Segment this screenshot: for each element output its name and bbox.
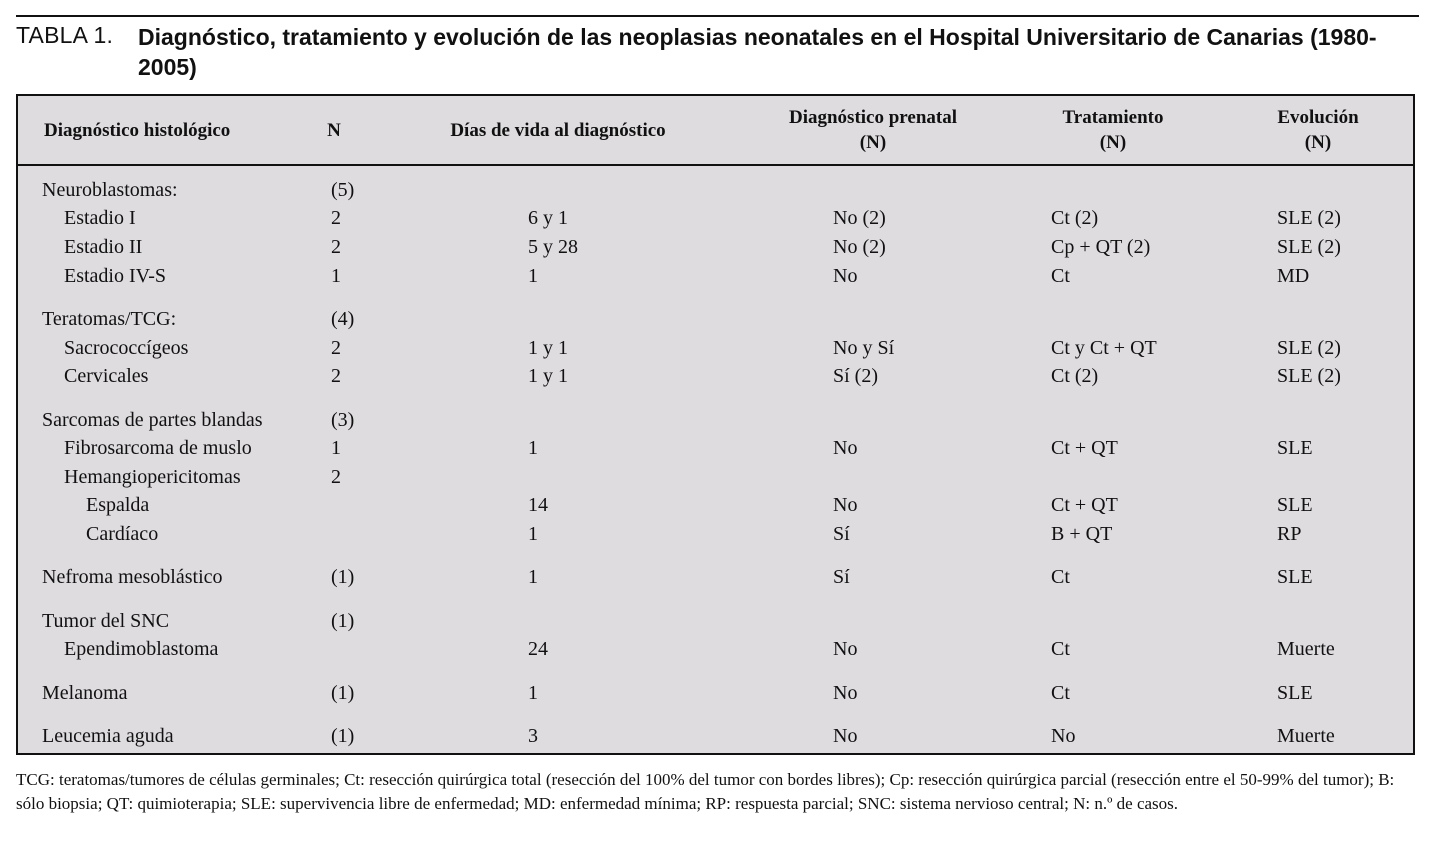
cell-dias: 1 — [528, 523, 538, 545]
cell-prenatal: Sí — [833, 523, 850, 545]
cell-trat: Ct y Ct + QT — [1051, 337, 1157, 359]
cell-dias: 1 — [528, 682, 538, 704]
cell-dias: 1 y 1 — [528, 365, 568, 387]
cell-trat: Ct — [1051, 682, 1070, 704]
cell-n: 2 — [331, 236, 341, 258]
cell-evol: SLE — [1277, 682, 1313, 704]
cell-evol: SLE — [1277, 566, 1313, 588]
cell-prenatal: No (2) — [833, 207, 886, 229]
cell-evol: Muerte — [1277, 725, 1335, 747]
header-prenatal-line1: Diagnóstico prenatal — [788, 107, 957, 128]
cell-prenatal: No — [833, 725, 858, 747]
header-tratamiento-line1: Tratamiento — [1062, 107, 1164, 128]
cell-n: (3) — [331, 409, 355, 431]
top-rule — [16, 15, 1419, 17]
header-evolucion-line2: (N) — [1304, 132, 1332, 153]
cell-prenatal: No (2) — [833, 236, 886, 258]
cell-diagnostico: Fibrosarcoma de muslo — [64, 437, 252, 459]
cell-trat: Ct (2) — [1051, 365, 1099, 387]
cell-n: (1) — [331, 610, 355, 632]
cell-diagnostico: Sarcomas de partes blandas — [42, 409, 263, 431]
cell-dias: 1 y 1 — [528, 337, 568, 359]
header-rule — [18, 164, 1413, 166]
cell-prenatal: Sí — [833, 566, 850, 588]
cell-n: (1) — [331, 725, 355, 747]
header-diagnostico: Diagnóstico histológico — [44, 120, 231, 141]
cell-trat: Ct — [1051, 566, 1070, 588]
cell-diagnostico: Leucemia aguda — [42, 725, 174, 747]
cell-trat: Ct — [1051, 638, 1070, 660]
cell-diagnostico: Ependimoblastoma — [64, 638, 219, 660]
cell-prenatal: No — [833, 265, 858, 287]
cell-diagnostico: Cardíaco — [86, 523, 159, 545]
cell-evol: MD — [1277, 265, 1310, 287]
cell-prenatal: No — [833, 437, 858, 459]
cell-diagnostico: Teratomas/TCG: — [42, 308, 177, 330]
cell-trat: Ct — [1051, 265, 1070, 287]
cell-prenatal: Sí (2) — [833, 365, 878, 387]
cell-n: 2 — [331, 466, 341, 488]
table-title: Diagnóstico, tratamiento y evolución de las neoplasias neonatales en el Hospital Universitario de Canarias (1980-2005) — [138, 24, 1377, 80]
cell-n: 1 — [331, 437, 341, 459]
cell-diagnostico: Tumor del SNC — [42, 610, 170, 632]
cell-diagnostico: Neuroblastomas: — [42, 179, 178, 201]
cell-diagnostico: Nefroma mesoblástico — [42, 566, 223, 588]
header-evolucion-line1: Evolución — [1277, 107, 1359, 128]
cell-trat: No — [1051, 725, 1076, 747]
cell-n: 2 — [331, 207, 341, 229]
cell-evol: RP — [1277, 523, 1302, 545]
cell-n: (1) — [331, 566, 355, 588]
cell-trat: Cp + QT (2) — [1051, 236, 1151, 258]
cell-trat: Ct + QT — [1051, 494, 1118, 516]
cell-evol: SLE (2) — [1277, 337, 1341, 359]
cell-dias: 6 y 1 — [528, 207, 568, 229]
cell-evol: SLE — [1277, 494, 1313, 516]
header-evolucion — [1258, 105, 1378, 155]
cell-n: (1) — [331, 682, 355, 704]
cell-n: 1 — [331, 265, 341, 287]
cell-trat: B + QT — [1051, 523, 1113, 545]
cell-evol: SLE (2) — [1277, 207, 1341, 229]
table-footnote: TCG: teratomas/tumores de células germinales; Ct: resección quirúrgica total (resección del 100% del tumor con bordes libres); Cp: resección quirúrgica parcial (resección entre el 50-99% del tumor); B: sólo biopsia; QT: quimioterapia; SLE: supervivencia libre de enfermedad; MD: enfermedad mínima; RP: respuesta parcial; SNC: sistema nervioso central; N: n.º de casos. — [16, 770, 1395, 813]
cell-diagnostico: Estadio I — [64, 207, 136, 229]
cell-prenatal: No — [833, 638, 858, 660]
cell-dias: 3 — [528, 725, 538, 747]
cell-n: (5) — [331, 179, 355, 201]
header-prenatal-line2: (N) — [859, 132, 887, 153]
cell-diagnostico: Estadio II — [64, 236, 143, 258]
header-n: N — [327, 120, 341, 141]
header-dias: Días de vida al diagnóstico — [450, 120, 666, 141]
cell-diagnostico: Sacrococcígeos — [64, 337, 189, 359]
cell-diagnostico: Cervicales — [64, 365, 149, 387]
cell-dias: 1 — [528, 437, 538, 459]
cell-trat: Ct + QT — [1051, 437, 1118, 459]
cell-n: (4) — [331, 308, 355, 330]
cell-n: 2 — [331, 337, 341, 359]
cell-n: 2 — [331, 365, 341, 387]
cell-dias: 1 — [528, 265, 538, 287]
cell-diagnostico: Espalda — [86, 494, 150, 516]
cell-prenatal: No — [833, 682, 858, 704]
cell-dias: 24 — [528, 638, 548, 660]
header-prenatal — [758, 105, 988, 155]
cell-dias: 5 y 28 — [528, 236, 578, 258]
table-label: TABLA 1. — [16, 22, 114, 48]
cell-prenatal: No y Sí — [833, 337, 895, 359]
cell-evol: Muerte — [1277, 638, 1335, 660]
data-table — [16, 94, 1415, 755]
header-tratamiento-line2: (N) — [1099, 132, 1127, 153]
cell-diagnostico: Melanoma — [42, 682, 128, 704]
cell-dias: 14 — [528, 494, 548, 516]
header-tratamiento — [1038, 105, 1188, 155]
cell-evol: SLE (2) — [1277, 365, 1341, 387]
cell-diagnostico: Hemangiopericitomas — [64, 466, 241, 488]
cell-prenatal: No — [833, 494, 858, 516]
cell-diagnostico: Estadio IV-S — [64, 265, 167, 287]
cell-evol: SLE (2) — [1277, 236, 1341, 258]
cell-dias: 1 — [528, 566, 538, 588]
cell-trat: Ct (2) — [1051, 207, 1099, 229]
cell-evol: SLE — [1277, 437, 1313, 459]
